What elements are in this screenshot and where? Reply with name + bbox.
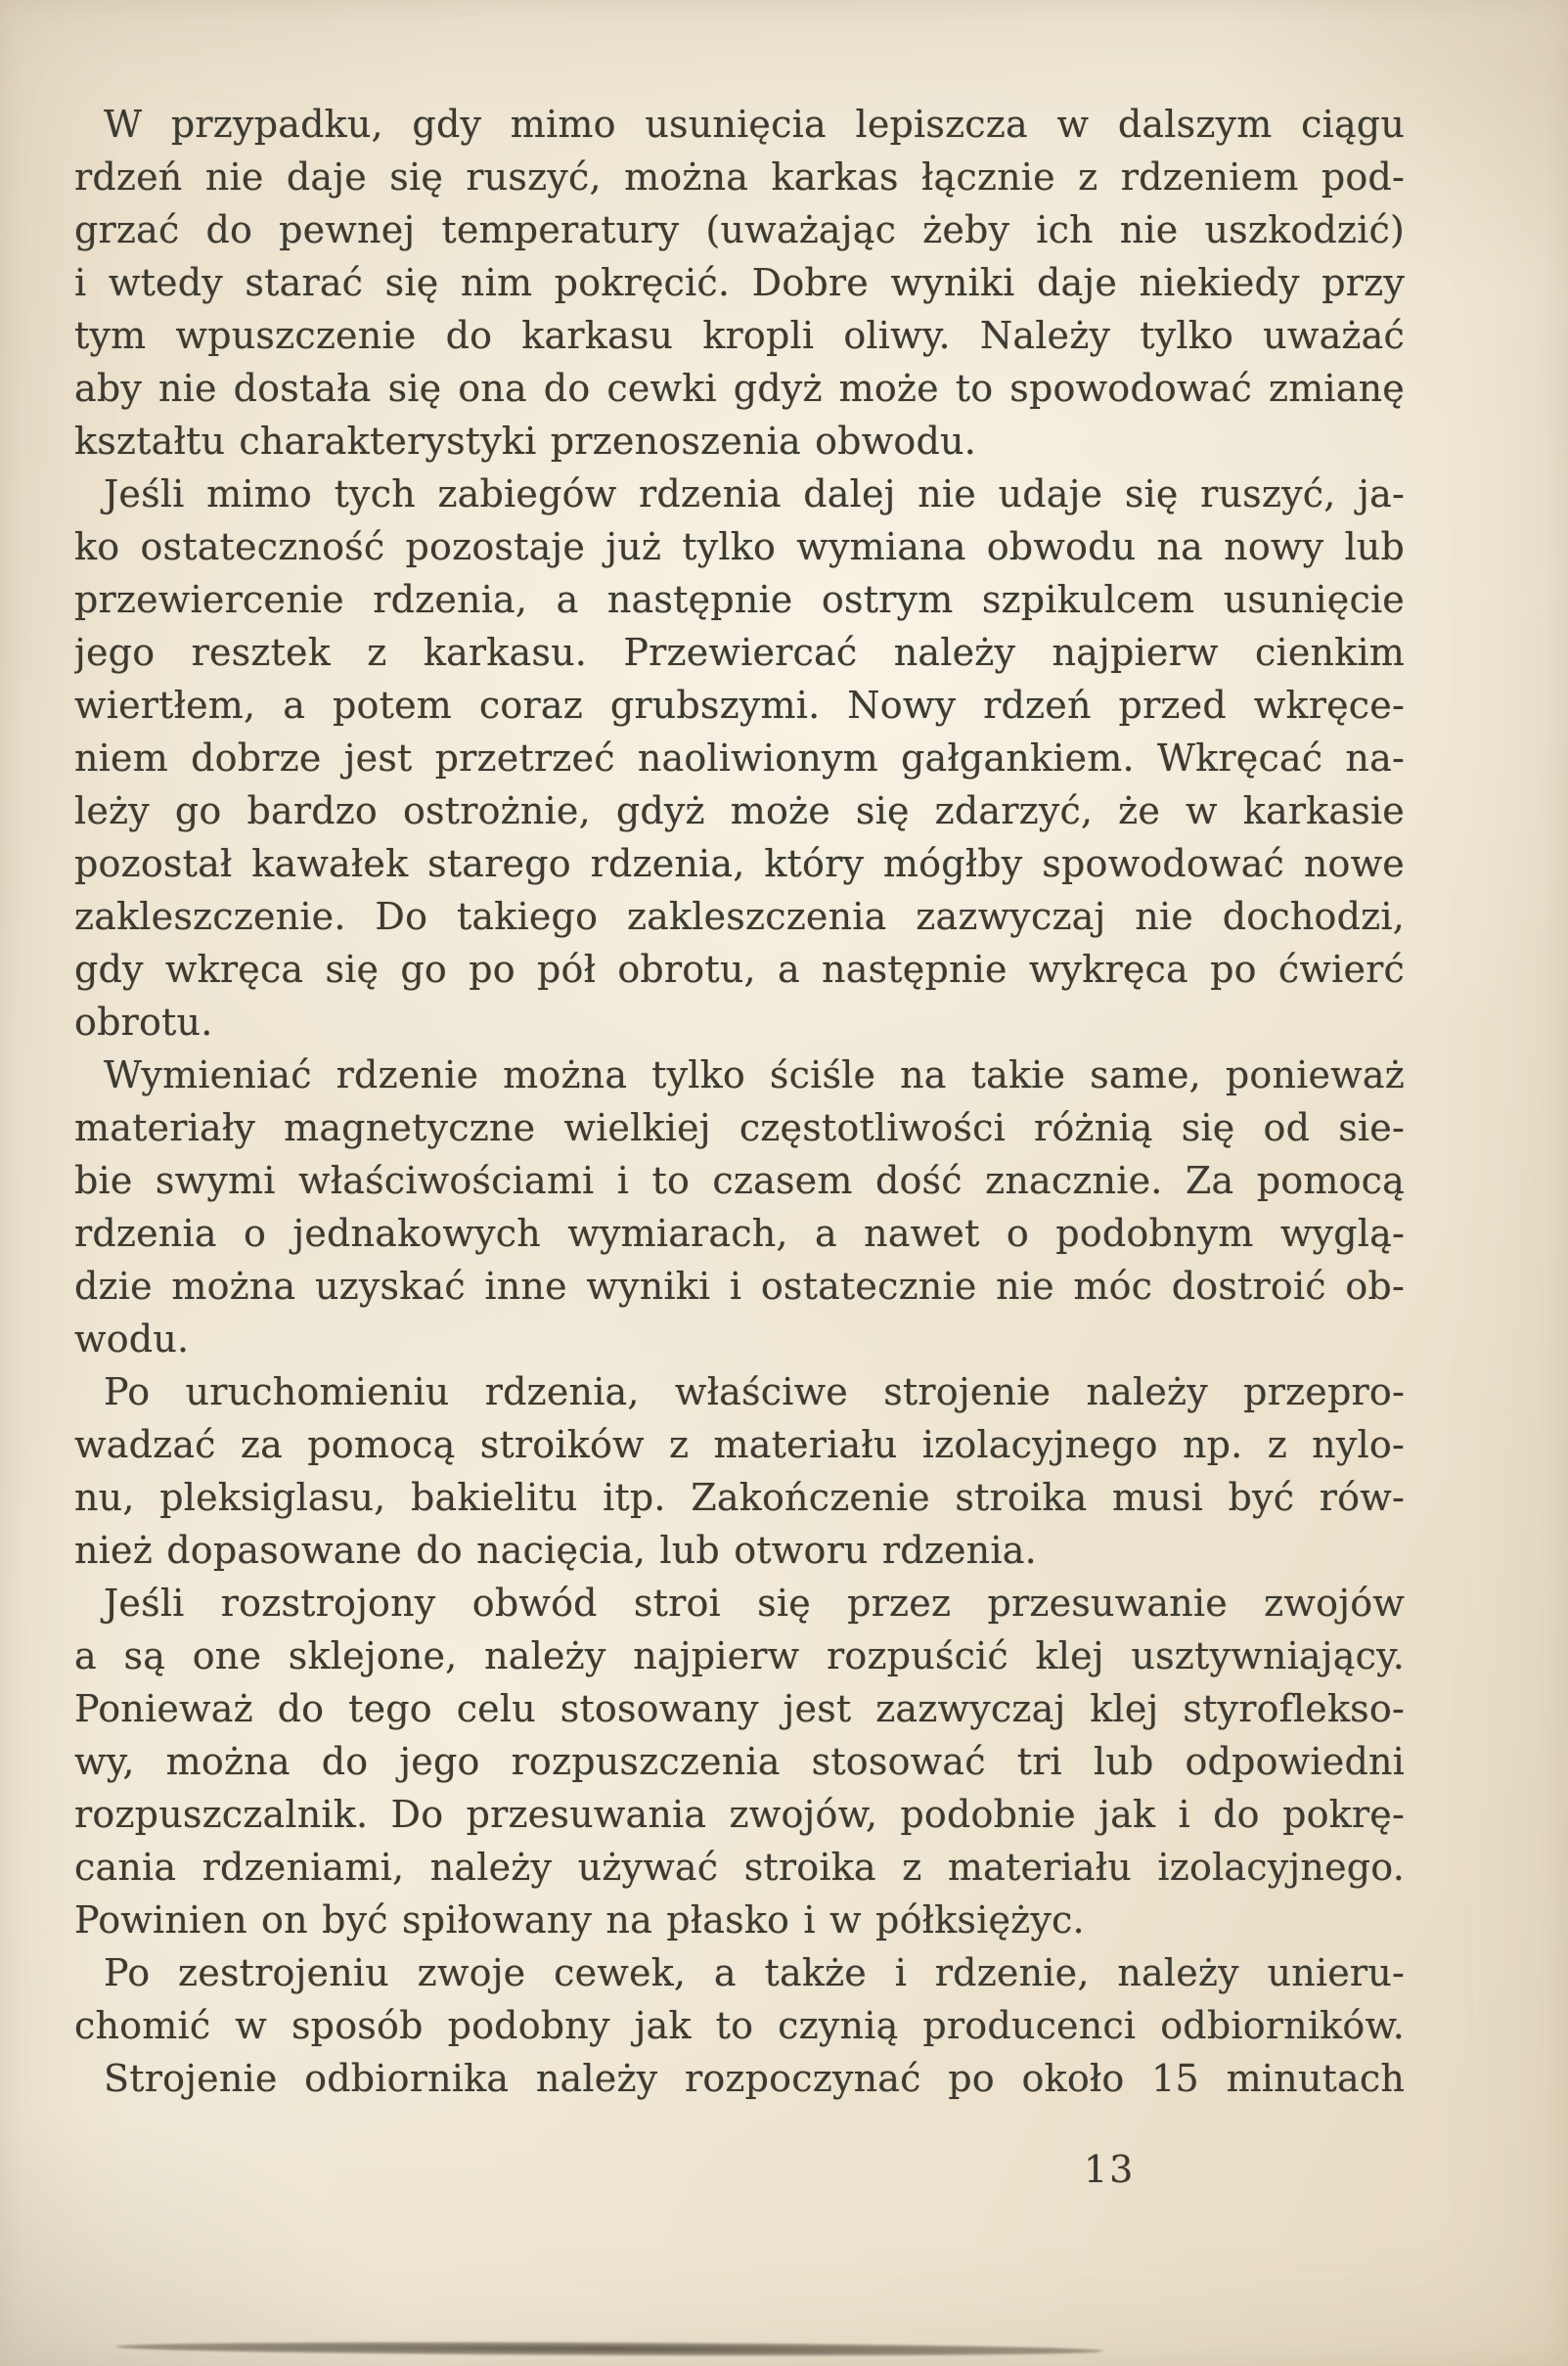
- paragraph: [74, 1365, 1405, 1577]
- text-line: tym wpuszczenie do karkasu kropli oliwy. Należy tylko uważać: [74, 314, 1405, 357]
- text-line: materiały magnetyczne wielkiej częstotliwości różnią się od sie-: [74, 1106, 1405, 1149]
- text-line: nu, pleksiglasu, bakielitu itp. Zakończenie stroika musi być rów-: [74, 1476, 1405, 1519]
- text-line: Wymieniać rdzenie można tylko ściśle na takie same, ponieważ: [104, 1053, 1405, 1096]
- text-line: grzać do pewnej temperatury (uważając żeby ich nie uszkodzić): [74, 208, 1405, 251]
- text-line: Strojenie odbiornika należy rozpoczynać po około 15 minutach: [104, 2057, 1405, 2100]
- text-line: jego resztek z karkasu. Przewiercać należy najpierw cienkim: [74, 631, 1405, 674]
- text-line: Powinien on być spiłowany na płasko i w półksiężyc.: [74, 1898, 1085, 1942]
- text-line: przewiercenie rdzenia, a następnie ostrym szpikulcem usunięcie: [74, 578, 1405, 621]
- text-line: kształtu charakterystyki przenoszenia obwodu.: [74, 420, 976, 463]
- paragraph: [74, 1946, 1405, 2052]
- page-number: 13: [1084, 2148, 1136, 2191]
- text-line: nież dopasowane do nacięcia, lub otworu rdzenia.: [74, 1529, 1037, 1572]
- text-line: pozostał kawałek starego rdzenia, który mógłby spowodować nowe: [74, 842, 1405, 885]
- paragraph: [74, 1577, 1405, 1946]
- paragraph: [74, 2052, 1405, 2105]
- page-bottom-edge-shadow: [115, 2341, 1103, 2357]
- text-line: wadzać za pomocą stroików z materiału izolacyjnego np. z nylo-: [74, 1423, 1405, 1466]
- text-line: rdzeń nie daje się ruszyć, można karkas łącznie z rdzeniem pod-: [74, 156, 1405, 199]
- text-line: aby nie dostała się ona do cewki gdyż może to spowodować zmianę: [74, 367, 1405, 410]
- text-line: wiertłem, a potem coraz grubszymi. Nowy rdzeń przed wkręce-: [74, 684, 1405, 727]
- text-line: W przypadku, gdy mimo usunięcia lepiszcza w dalszym ciągu: [104, 103, 1405, 146]
- text-line: Ponieważ do tego celu stosowany jest zazwyczaj klej styroflekso-: [74, 1687, 1405, 1730]
- text-line: rozpuszczalnik. Do przesuwania zwojów, podobnie jak i do pokrę-: [74, 1793, 1405, 1836]
- text-line: obrotu.: [74, 1001, 213, 1044]
- text-line: cania rdzeniami, należy używać stroika z materiału izolacyjnego.: [74, 1846, 1405, 1889]
- paragraph: [74, 1049, 1405, 1365]
- paragraph: [74, 468, 1405, 1049]
- text-line: Po zestrojeniu zwoje cewek, a także i rdzenie, należy unieru-: [104, 1951, 1405, 1994]
- text-line: i wtedy starać się nim pokręcić. Dobre wyniki daje niekiedy przy: [74, 261, 1405, 304]
- paragraph: [74, 98, 1405, 468]
- page-text-block: [74, 98, 1405, 2105]
- text-line: zakleszczenie. Do takiego zakleszczenia zazwyczaj nie dochodzi,: [74, 895, 1405, 938]
- text-line: bie swymi właściwościami i to czasem dość znacznie. Za pomocą: [74, 1159, 1405, 1202]
- text-line: rdzenia o jednakowych wymiarach, a nawet o podobnym wyglą-: [74, 1212, 1405, 1255]
- text-line: Jeśli mimo tych zabiegów rdzenia dalej nie udaje się ruszyć, ja-: [104, 472, 1405, 515]
- text-line: leży go bardzo ostrożnie, gdyż może się zdarzyć, że w karkasie: [74, 789, 1405, 832]
- text-line: ko ostateczność pozostaje już tylko wymiana obwodu na nowy lub: [74, 525, 1405, 568]
- text-line: Po uruchomieniu rdzenia, właściwe strojenie należy przepro-: [104, 1370, 1405, 1413]
- text-line: a są one sklejone, należy najpierw rozpuścić klej usztywniający.: [74, 1634, 1405, 1677]
- text-line: Jeśli rozstrojony obwód stroi się przez przesuwanie zwojów: [104, 1582, 1405, 1625]
- text-line: gdy wkręca się go po pół obrotu, a następnie wykręca po ćwierć: [74, 948, 1405, 991]
- text-line: wy, można do jego rozpuszczenia stosować tri lub odpowiedni: [74, 1740, 1405, 1783]
- text-line: niem dobrze jest przetrzeć naoliwionym gałgankiem. Wkręcać na-: [74, 737, 1405, 780]
- text-line: chomić w sposób podobny jak to czynią producenci odbiorników.: [74, 2004, 1405, 2047]
- text-line: wodu.: [74, 1317, 190, 1361]
- text-line: dzie można uzyskać inne wyniki i ostatecznie nie móc dostroić ob-: [74, 1265, 1405, 1308]
